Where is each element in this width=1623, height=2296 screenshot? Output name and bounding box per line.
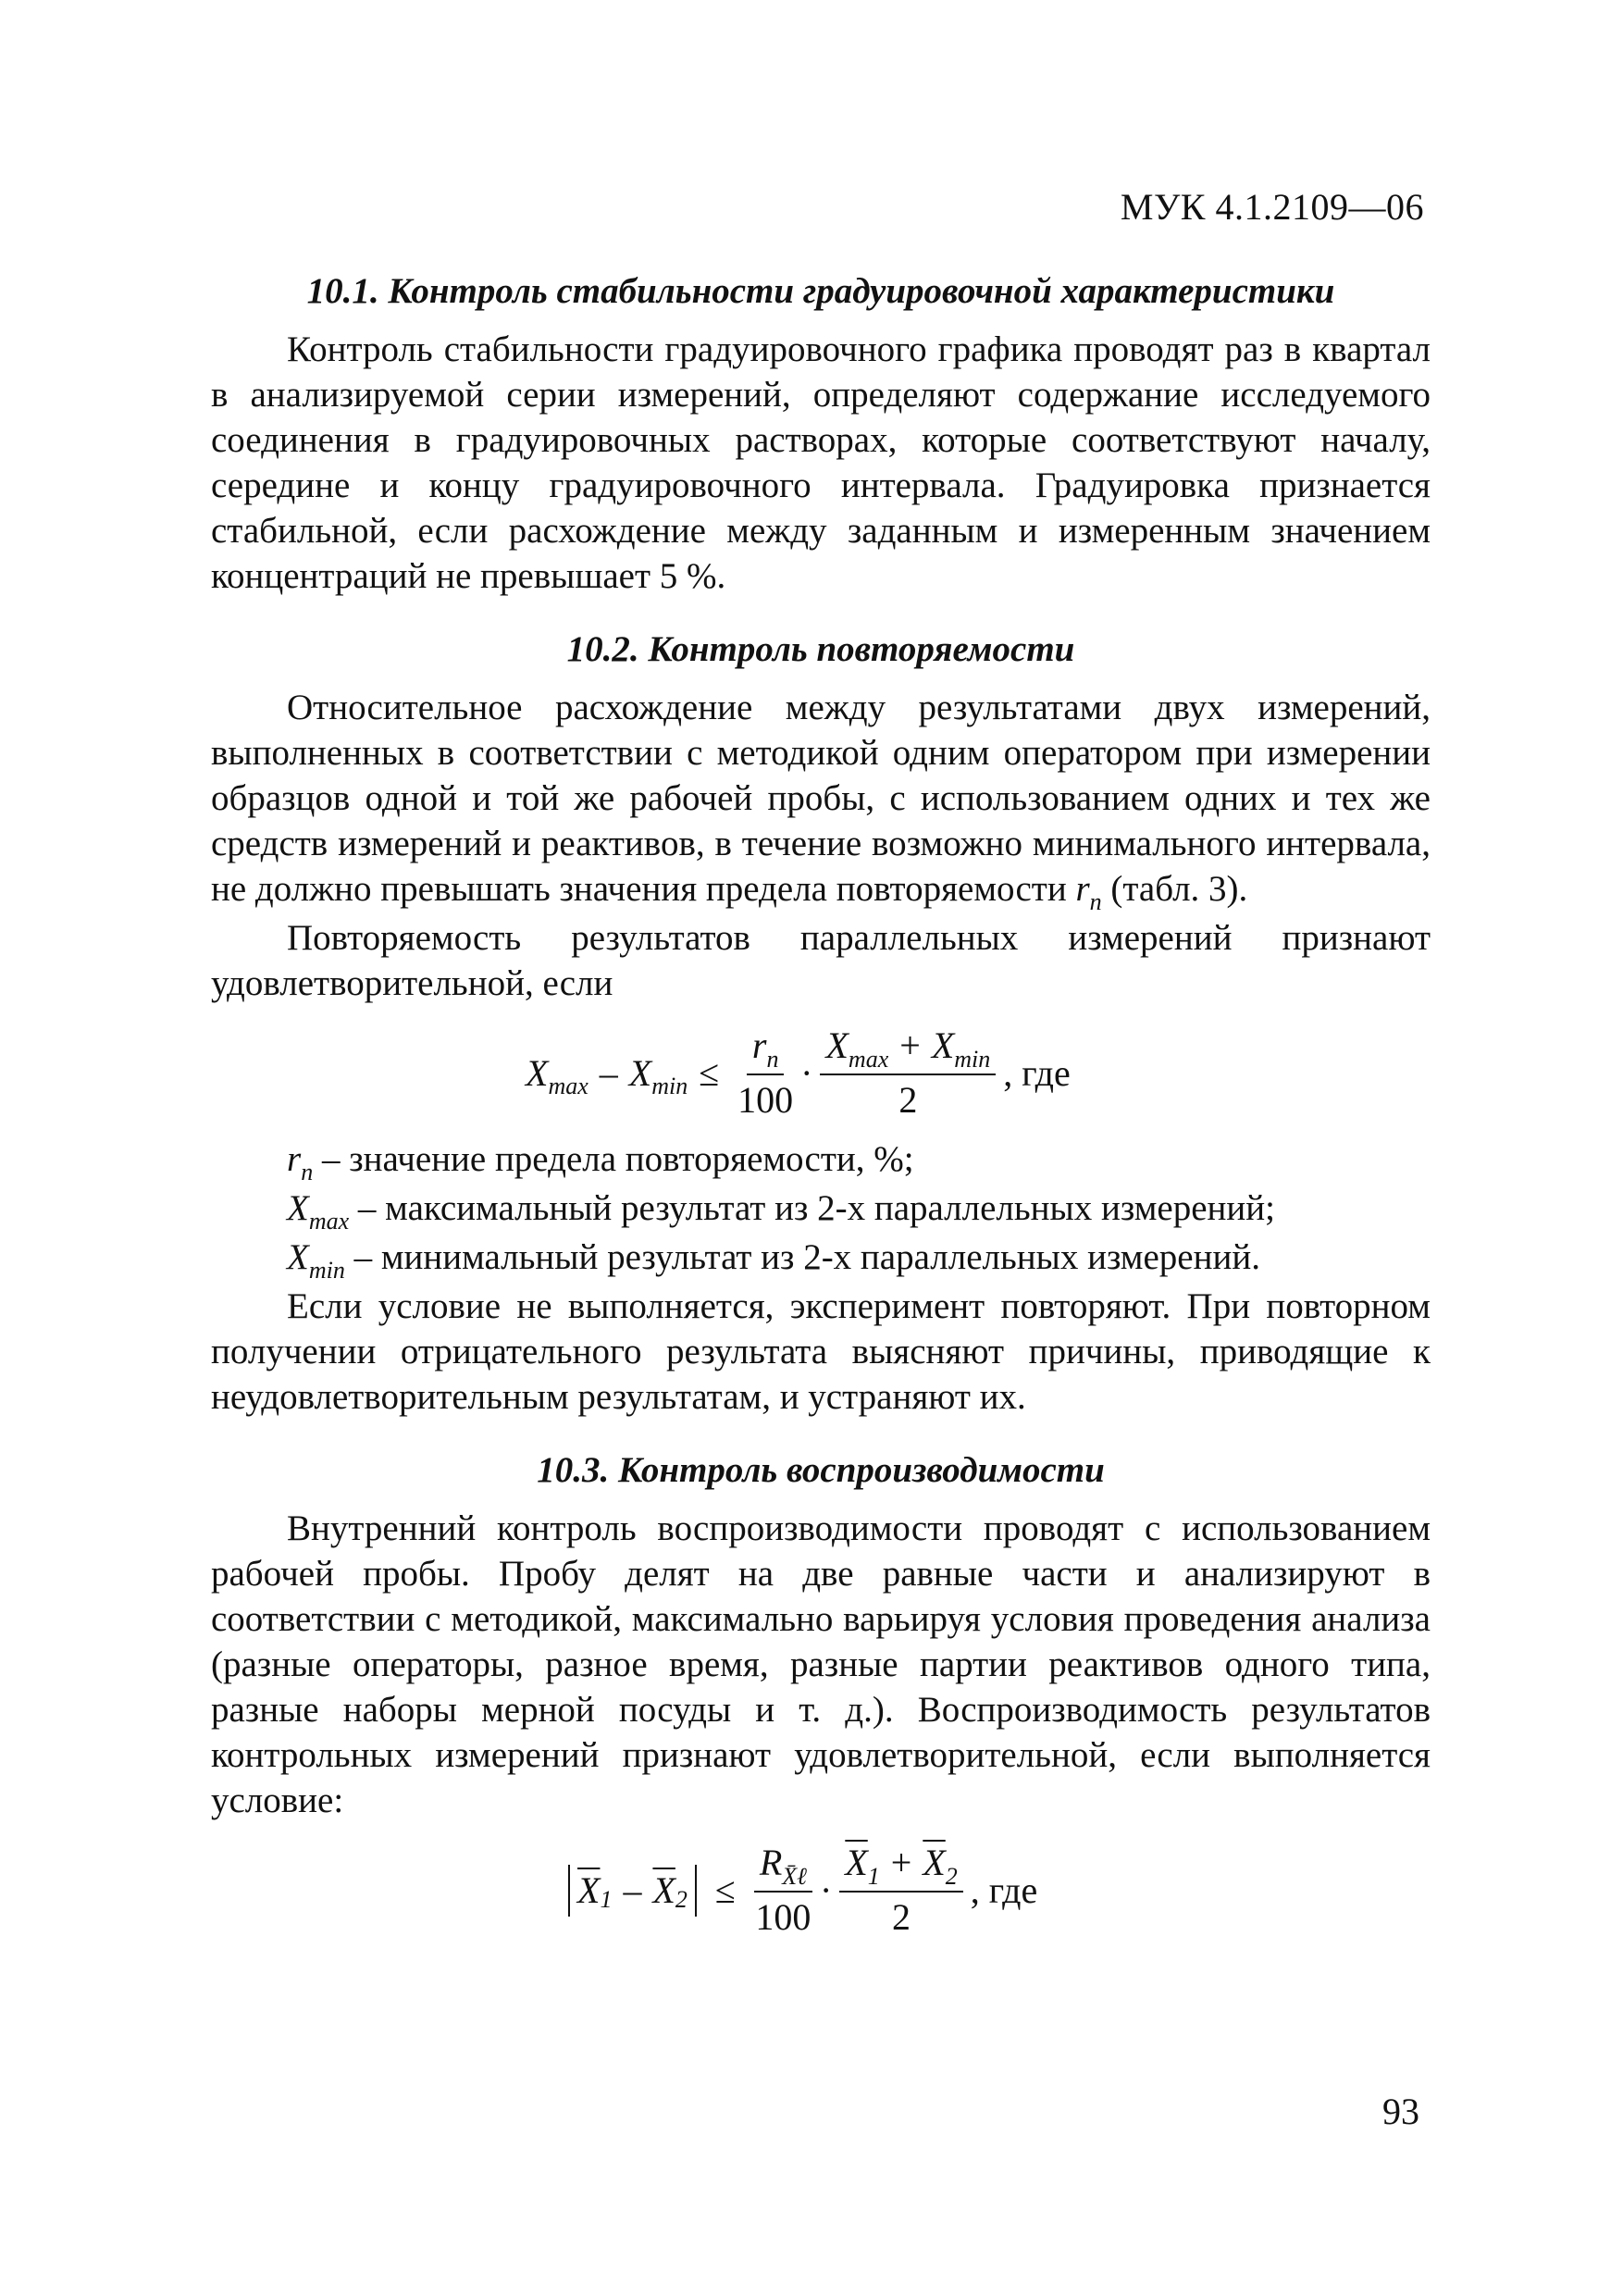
paragraph-reproducibility: Внутренний контроль воспроизводимости проводят с использованием рабочей пробы. Пробу делят на две равные части и анализируют в соответствии с методикой, максимально варьируя условия проведения анализа (разные операторы, разное время, разные партии реактивов одного типа, разные наборы мерной посуды и т. д.). Воспроизводимость результатов контрольных измерений признают удовлетворительной, если выполняется условие:: [211, 1508, 1431, 1820]
fraction-mean-x1-x2: $\frac{\overline{X}_1 + \overline{X}_2}{2}$: [839, 1842, 962, 1939]
fraction-mean: $\frac{X_{max} + X_{min}}{2}$: [820, 1024, 996, 1122]
definition-rn: $r_n$ – значение предела повторяемости, %;: [287, 1139, 914, 1185]
formula-repeatability: X max – X min ≤ $\frac{r_n}{100}$ · $\frac{X_{max} + X_{min}}{2}$ , где: [526, 1024, 1071, 1121]
paragraph-failure-action: Если условие не выполняется, эксперимент повторяют. При повторном получении отрицательного результата выясняют причины, приводящие к неудовлетворительным результатам, и устраняют их.: [211, 1286, 1431, 1417]
section-title-10-1: 10.1. Контроль стабильности градуировочной характеристики: [306, 271, 1335, 311]
page-content: [211, 268, 1431, 1954]
definition-xmin: $X_{min}$ – минимальный результат из 2-х параллельных измерений.: [287, 1237, 1260, 1284]
paragraph-repeatability-condition: Повторяемость результатов параллельных измерений признают удовлетворительной, если: [211, 918, 1431, 1003]
abs-bar-left: [568, 1865, 570, 1917]
fraction-rn-over-100: $\frac{r_n}{100}$: [737, 1024, 794, 1121]
section-title-10-3: 10.3. Контроль воспроизводимости: [537, 1450, 1105, 1490]
page-number: 93: [1382, 2091, 1419, 2132]
symbol-r: r: [1075, 869, 1090, 909]
abs-bar-right: [695, 1865, 697, 1917]
paragraph-repeatability-definition: Относительное расхождение между результатами двух измерений, выполненных в соответствии с методикой одним оператором при измерении образцов одной и той же рабочей пробы, с использованием одних и тех же средств измерений и реактивов, в течение возможно минимального интервала, не должно превышать значения предела повторяемости $r_n$ (табл. 3).: [211, 688, 1431, 915]
symbol-r-subscript: n: [1089, 888, 1102, 915]
definition-xmax: $X_{max}$ – максимальный результат из 2-х параллельных измерений;: [287, 1188, 1275, 1235]
fraction-r-over-100: $\frac{R_{X̄\ell}}{100}$: [755, 1842, 812, 1938]
paragraph-calibration-stability: Контроль стабильности градуировочного графика проводят раз в квартал в анализируемой серии измерений, определяют содержание исследуемого соединения в градуировочных растворах, которые соответствуют началу, середине и концу градуировочного интервала. Градуировка признается стабильной, если расхождение между заданным и измеренным значением концентраций не превышает 5 %.: [211, 329, 1431, 596]
document-code: МУК 4.1.2109—06: [1120, 186, 1424, 228]
formula-reproducibility: $\overline{X}$ 1 – $\overline{X}$ 2 ≤ $\frac{R_{X̄\ell}}{100}$ · $\frac{\overline{X}_1 + \overline{X}_2}{2}$ , где: [561, 1842, 1431, 1939]
definitions-list: [287, 1136, 1431, 1284]
section-title-10-2: 10.2. Контроль повторяемости: [566, 629, 1075, 669]
